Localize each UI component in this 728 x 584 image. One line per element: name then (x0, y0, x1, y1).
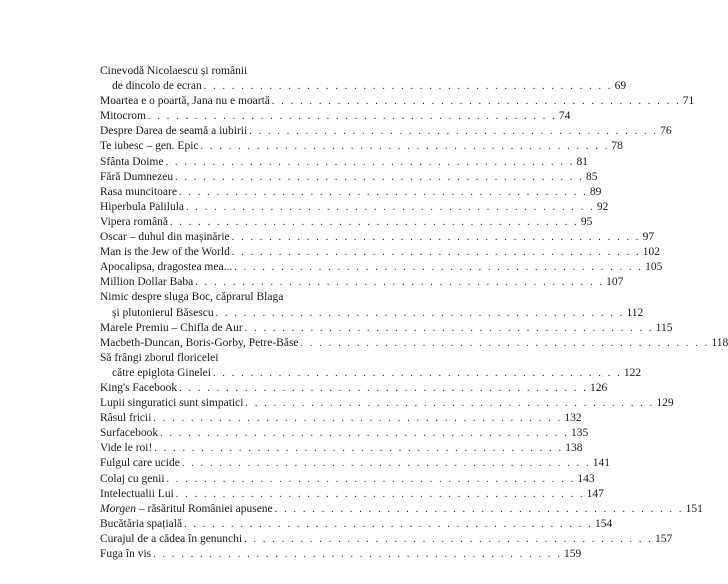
toc-entry (100, 456, 610, 471)
toc-entry (100, 185, 602, 200)
table-of-contents (100, 64, 728, 562)
toc-entry-title: Rasa muncitoare (100, 185, 177, 198)
toc-entry-title: Curajul de a cădea în genunchi (100, 532, 243, 545)
dot-leader: . . . . . . . . . . . . . . . . . . . . . . . . . . . . . . . . . . . . . . . . . . . . (178, 186, 588, 198)
toc-entry (100, 139, 623, 154)
toc-entry-page: 132 (564, 412, 582, 425)
toc-entry (100, 381, 608, 396)
toc-entry (100, 411, 582, 426)
toc-entry (100, 109, 571, 124)
dot-leader: . . . . . . . . . . . . . . . . . . . . . . . . . . . . . . . . . . . . . . . . . . . . (166, 473, 576, 485)
toc-entry-title: Man is the Jew of the World (100, 246, 230, 259)
toc-entry-title: Surfacebook (100, 427, 159, 440)
dot-leader: . . . . . . . . . . . . . . . . . . . . . . . . . . . . . . . . . . . . . . . . . . . . (231, 232, 641, 244)
dot-leader: . . . . . . . . . . . . . . . . . . . . . . . . . . . . . . . . . . . . . . . . . . . . (160, 428, 570, 440)
dot-leader: . . . . . . . . . . . . . . . . . . . . . . . . . . . . . . . . . . . . . . . . . . . . (169, 216, 579, 228)
toc-entry-page: 74 (558, 110, 571, 123)
toc-entry-page: 81 (576, 155, 588, 168)
toc-entry-page: 69 (614, 80, 627, 93)
toc-entry (100, 94, 695, 109)
toc-entry (100, 155, 588, 170)
toc-entry-title: Fuga în vis (100, 548, 152, 560)
toc-entry-page: 143 (577, 472, 595, 485)
toc-entry (100, 290, 644, 320)
dot-leader: . . . . . . . . . . . . . . . . . . . . . . . . . . . . . . . . . . . . . . . . . . . . (200, 141, 610, 153)
toc-entry-page: 95 (580, 215, 593, 228)
toc-entry-page: 78 (611, 140, 623, 153)
toc-entry (100, 487, 604, 502)
toc-entry (100, 215, 593, 230)
toc-entry-title: Să frângi zborul floricelei (100, 351, 219, 364)
dot-leader: . . . . . . . . . . . . . . . . . . . . . . . . . . . . . . . . . . . . . . . . . . . . (165, 156, 575, 168)
toc-entry-title: Cinevodă Nicolaescu și românii (100, 65, 248, 77)
toc-entry-page: 85 (586, 170, 598, 183)
dot-leader: . . . . . . . . . . . . . . . . . . . . . . . . . . . . . . . . . . . . . . . . . . . . (244, 533, 653, 545)
toc-entry (100, 502, 703, 517)
toc-entry-page: 112 (626, 306, 644, 319)
dot-leader: . . . . . . . . . . . . . . . . . . . . . . . . . . . . . . . . . . . . . . . . . . . . (231, 247, 641, 259)
toc-entry-title: Mitocrom (100, 110, 146, 123)
toc-entry-page: 105 (645, 261, 663, 274)
toc-entry-page: 107 (606, 276, 624, 289)
toc-entry-page: 141 (592, 457, 610, 470)
dot-leader: . . . . . . . . . . . . . . . . . . . . . . . . . . . . . . . . . . . . . . . . . . . . (234, 262, 644, 274)
toc-entry-title: Vide le roi! (100, 442, 153, 455)
dot-leader: . . . . . . . . . . . . . . . . . . . . . . . . . . . . . . . . . . . . . . . . . . . . (245, 398, 655, 410)
toc-entry-title: Te iubesc – gen. Epic (100, 140, 199, 153)
toc-entry-page: 118 (711, 336, 728, 349)
toc-entry-title: Lupii singuratici sunt simpatici (100, 397, 244, 410)
toc-entry (100, 336, 728, 351)
toc-entry-title: Bucătăria spațială (100, 517, 183, 530)
toc-entry-title: Colaj cu genii (100, 472, 165, 485)
toc-entry-title: Marele Premiu – Chifla de Aur (100, 321, 243, 334)
toc-entry-page: 157 (655, 532, 673, 545)
toc-entry-page: 71 (682, 95, 695, 108)
dot-leader: . . . . . . . . . . . . . . . . . . . . . . . . . . . . . . . . . . . . . . . . . . . . (186, 201, 595, 213)
toc-entry (100, 64, 627, 94)
dot-leader: . . . . . . . . . . . . . . . . . . . . . . . . . . . . . . . . . . . . . . . . . . . . (153, 413, 563, 425)
toc-entry-title: – răsăritul României apusene (135, 502, 273, 515)
toc-entry-title: Macbeth-Duncan, Boris-Gorby, Petre-Băse (100, 336, 299, 349)
dot-leader: . . . . . . . . . . . . . . . . . . . . . . . . . . . . . . . . . . . . . . . . . . . . (184, 518, 593, 530)
toc-entry (100, 547, 582, 562)
toc-entry-title: Sfânta Doime (100, 155, 164, 168)
toc-entry (100, 396, 674, 411)
toc-entry-page: 138 (565, 442, 583, 455)
toc-entry (100, 245, 660, 260)
toc-entry-title: Nimic despre sluga Boc, căprarul Blaga (100, 291, 284, 304)
toc-entry (100, 532, 673, 547)
dot-leader: . . . . . . . . . . . . . . . . . . . . . . . . . . . . . . . . . . . . . . . . . . . . (153, 549, 563, 560)
dot-leader: . . . . . . . . . . . . . . . . . . . . . . . . . . . . . . . . . . . . . . . . . . . . (195, 277, 605, 289)
toc-entry-title-continued: către epiglota Ginelei (112, 366, 211, 379)
dot-leader: . . . . . . . . . . . . . . . . . . . . . . . . . . . . . . . . . . . . . . . . . . . . (203, 81, 613, 93)
toc-entry (100, 275, 624, 290)
toc-entry-page: 97 (642, 231, 655, 244)
toc-entry (100, 170, 598, 185)
toc-entry-title: Hiperbula Palilula (100, 200, 184, 213)
toc-entry-title-continued: de dincolo de ecran (112, 80, 202, 93)
toc-entry-page: 147 (586, 487, 604, 500)
toc-entry-page: 115 (655, 321, 673, 334)
toc-entry-title: Apocalipsa, dragostea mea... (100, 261, 233, 274)
toc-entry-page: 102 (642, 246, 660, 259)
toc-entry-title: Râsul fricii (100, 412, 152, 425)
toc-entry-title-italic: Morgen (100, 502, 136, 515)
dot-leader: . . . . . . . . . . . . . . . . . . . . . . . . . . . . . . . . . . . . . . . . . . . . (148, 111, 557, 123)
toc-entry-page: 126 (590, 381, 608, 394)
toc-entry (100, 441, 583, 456)
toc-entry-title-continued: și plutonierul Băsescu (112, 306, 214, 319)
dot-leader: . . . . . . . . . . . . . . . . . . . . . . . . . . . . . . . . . . . . . . . . . . . . (300, 337, 710, 349)
dot-leader: . . . . . . . . . . . . . . . . . . . . . . . . . . . . . . . . . . . . . . . . . . . . (181, 458, 591, 470)
toc-entry-title: Intelectualii Lui (100, 487, 174, 500)
toc-entry (100, 230, 655, 245)
dot-leader: . . . . . . . . . . . . . . . . . . . . . . . . . . . . . . . . . . . . . . . . . . . . (215, 307, 625, 319)
toc-entry-page: 159 (564, 548, 582, 560)
toc-entry (100, 200, 609, 215)
toc-entry-title: Despre Darea de seamă a iubirii (100, 125, 248, 138)
toc-entry (100, 124, 672, 139)
toc-entry (100, 321, 673, 336)
dot-leader: . . . . . . . . . . . . . . . . . . . . . . . . . . . . . . . . . . . . . . . . . . . . (179, 382, 589, 394)
toc-entry-page: 89 (589, 185, 602, 198)
toc-entry (100, 472, 595, 487)
toc-entry-page: 154 (594, 517, 613, 530)
toc-entry-title: Moartea e o poartă, Jana nu e moartă (100, 95, 270, 108)
toc-entry-page: 122 (623, 366, 642, 379)
toc-entry-title: Vipera română (100, 215, 168, 228)
toc-entry-page: 129 (656, 397, 674, 410)
toc-entry-page: 76 (660, 125, 672, 138)
dot-leader: . . . . . . . . . . . . . . . . . . . . . . . . . . . . . . . . . . . . . . . . . . . . (175, 488, 585, 500)
dot-leader: . . . . . . . . . . . . . . . . . . . . . . . . . . . . . . . . . . . . . . . . . . . . (244, 322, 654, 334)
dot-leader: . . . . . . . . . . . . . . . . . . . . . . . . . . . . . . . . . . . . . . . . . . . . (274, 503, 684, 515)
toc-entry-title: Oscar – duhul din mașinărie (100, 231, 230, 244)
toc-entry-page: 92 (596, 200, 609, 213)
toc-entry (100, 517, 613, 532)
toc-entry-title: Million Dollar Baba (100, 276, 194, 289)
dot-leader: . . . . . . . . . . . . . . . . . . . . . . . . . . . . . . . . . . . . . . . . . . . . (154, 443, 564, 455)
toc-entry (100, 260, 663, 275)
dot-leader: . . . . . . . . . . . . . . . . . . . . . . . . . . . . . . . . . . . . . . . . . . . . (271, 96, 681, 108)
toc-entry (100, 351, 642, 381)
toc-entry-page: 135 (571, 427, 589, 440)
dot-leader: . . . . . . . . . . . . . . . . . . . . . . . . . . . . . . . . . . . . . . . . . . . . (212, 367, 622, 379)
toc-entry (100, 426, 589, 441)
dot-leader: . . . . . . . . . . . . . . . . . . . . . . . . . . . . . . . . . . . . . . . . . . . . (249, 126, 659, 138)
dot-leader: . . . . . . . . . . . . . . . . . . . . . . . . . . . . . . . . . . . . . . . . . . . . (175, 171, 585, 183)
toc-entry-title: Fulgul care ucide (100, 457, 180, 470)
toc-entry-page: 151 (685, 502, 703, 515)
toc-entry-title: King's Facebook (100, 381, 178, 394)
toc-entry-title: Fără Dumnezeu (100, 170, 174, 183)
